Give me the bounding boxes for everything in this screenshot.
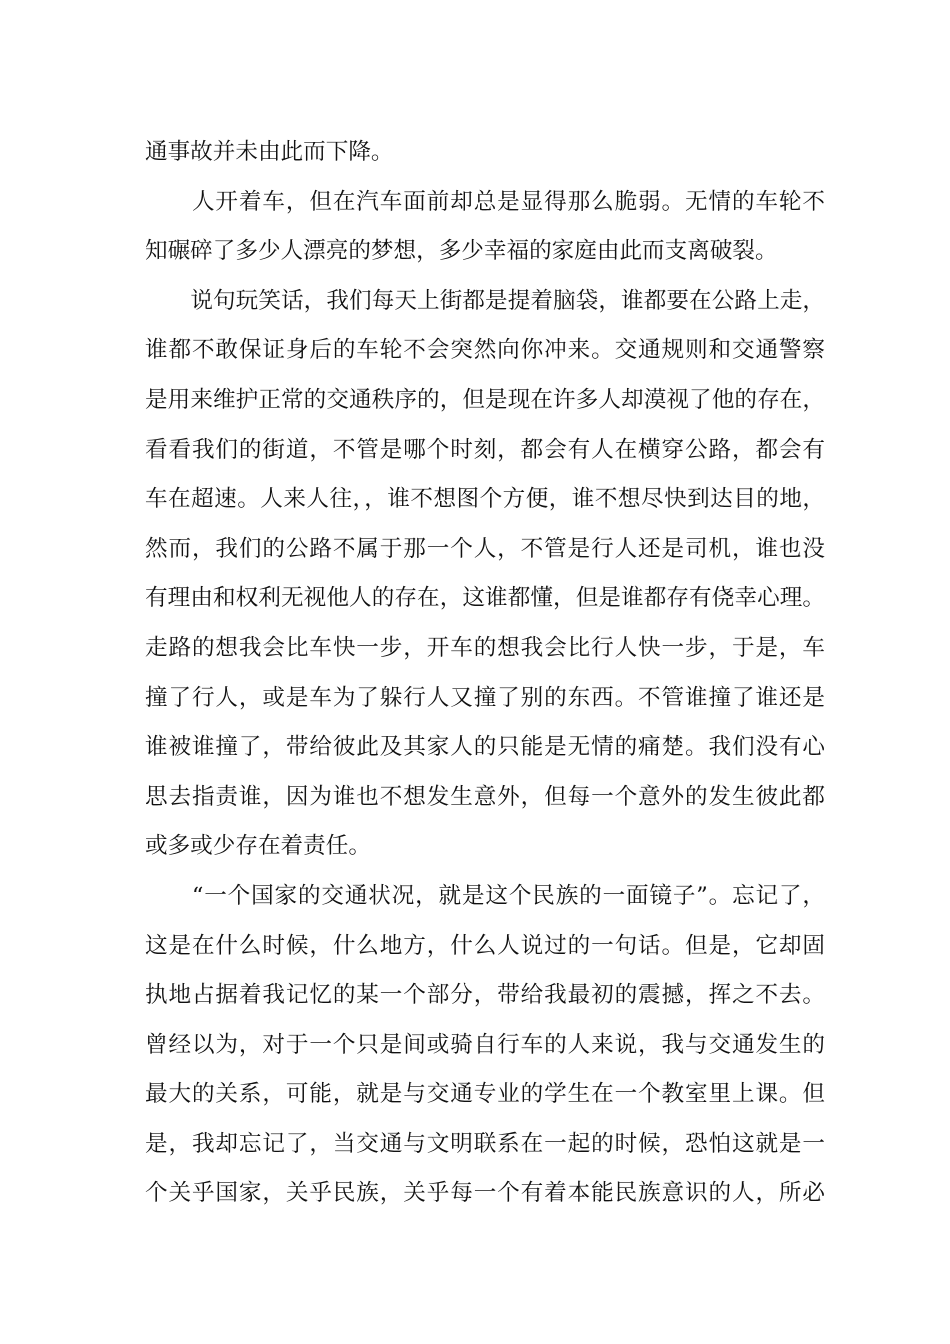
text-line: 最大的关系，可能，就是与交通专业的学生在一个教室里上课。但: [145, 1081, 825, 1108]
text-line: 或多或少存在着责任。: [145, 833, 371, 860]
text-line: 知碾碎了多少人漂亮的梦想，多少幸福的家庭由此而支离破裂。: [145, 238, 778, 265]
text-line: 有理由和权利无视他人的存在，这谁都懂，但是谁都存有侥幸心理。: [145, 585, 825, 612]
text-line: 人开着车，但在汽车面前却总是显得那么脆弱。无情的车轮不: [145, 188, 825, 215]
text-line: 说句玩笑话，我们每天上街都是提着脑袋，谁都要在公路上走，: [145, 287, 825, 314]
text-line: 执地占据着我记忆的某一个部分，带给我最初的震撼，挥之不去。: [145, 982, 825, 1009]
text-line: 个关乎国家，关乎民族，关乎每一个有着本能民族意识的人，所必: [145, 1180, 825, 1207]
document-page: [145, 128, 825, 1219]
text-line: 是，我却忘记了，当交通与文明联系在一起的时候，恐怕这就是一: [145, 1130, 825, 1157]
text-line: 车在超速。人来人往，，谁不想图个方便，谁不想尽快到达目的地，: [145, 486, 825, 513]
text-line: 思去指责谁，因为谁也不想发生意外，但每一个意外的发生彼此都: [145, 783, 825, 810]
text-line: 撞了行人，或是车为了躲行人又撞了别的东西。不管谁撞了谁还是: [145, 684, 825, 711]
text-line: 曾经以为，对于一个只是间或骑自行车的人来说，我与交通发生的: [145, 1031, 825, 1058]
text-line: 然而，我们的公路不属于那一个人，不管是行人还是司机，谁也没: [145, 535, 825, 562]
text-line: “一个国家的交通状况，就是这个民族的一面镜子”。忘记了，: [145, 882, 825, 909]
text-line: 谁被谁撞了，带给彼此及其家人的只能是无情的痛楚。我们没有心: [145, 734, 825, 761]
text-line: 看看我们的街道，不管是哪个时刻，都会有人在横穿公路，都会有: [145, 436, 825, 463]
text-line: 是用来维护正常的交通秩序的，但是现在许多人却漠视了他的存在，: [145, 386, 825, 413]
text-line: 这是在什么时候，什么地方，什么人说过的一句话。但是，它却固: [145, 932, 825, 959]
text-line: 走路的想我会比车快一步，开车的想我会比行人快一步，于是，车: [145, 634, 825, 661]
text-line: 谁都不敢保证身后的车轮不会突然向你冲来。交通规则和交通警察: [145, 337, 825, 364]
text-line: 通事故并未由此而下降。: [145, 139, 394, 165]
